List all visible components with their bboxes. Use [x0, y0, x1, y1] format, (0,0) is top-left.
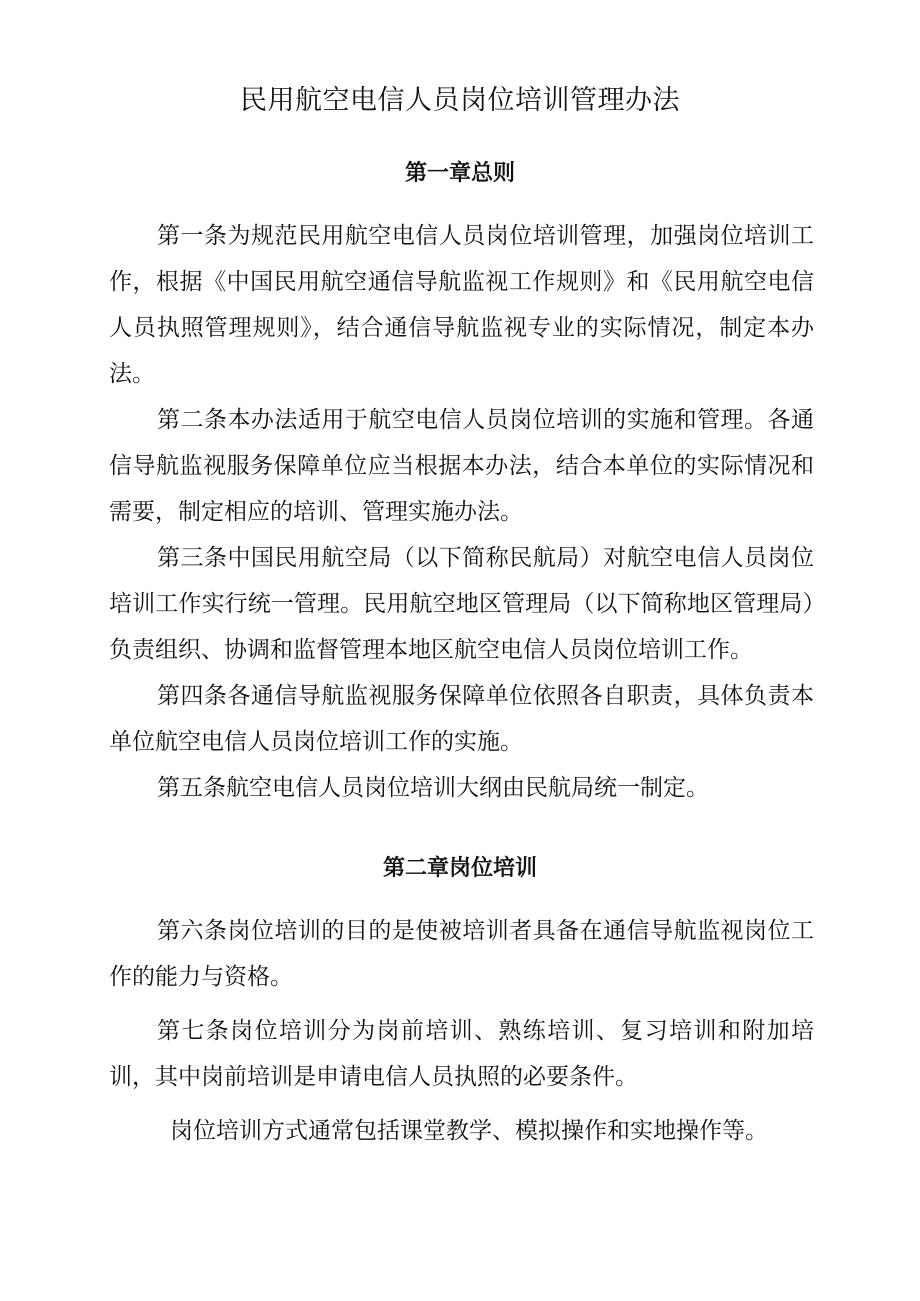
article-1: 第一条为规范民用航空电信人员岗位培训管理，加强岗位培训工作，根据《中国民用航空通信导航监视工作规则》和《民用航空电信人员执照管理规则》，结合通信导航监视专业的实际情况，制定本办法。	[109, 223, 814, 387]
training-methods-paragraph: 岗位培训方式通常包括课堂教学、模拟操作和实地操作等。	[170, 1118, 768, 1144]
chapter-2-heading: 第二章岗位培训	[382, 856, 537, 881]
article-6: 第六条岗位培训的目的是使被培训者具备在通信导航监视岗位工作的能力与资格。	[109, 918, 814, 990]
article-4: 第四条各通信导航监视服务保障单位依照各自职责，具体负责本单位航空电信人员岗位培训工作的实施。	[109, 683, 814, 755]
article-5: 第五条航空电信人员岗位培训大纲由民航局统一制定。	[157, 775, 709, 801]
document-title: 民用航空电信人员岗位培训管理办法	[240, 85, 680, 116]
article-7: 第七条岗位培训分为岗前培训、熟练培训、复习培训和附加培训，其中岗前培训是申请电信人员执照的必要条件。	[109, 1018, 814, 1090]
article-2: 第二条本办法适用于航空电信人员岗位培训的实施和管理。各通信导航监视服务保障单位应当根据本办法，结合本单位的实际情况和需要，制定相应的培训、管理实施办法。	[109, 407, 814, 525]
article-3: 第三条中国民用航空局（以下简称民航局）对航空电信人员岗位培训工作实行统一管理。民用航空地区管理局（以下简称地区管理局）负责组织、协调和监督管理本地区航空电信人员岗位培训工作。	[109, 545, 814, 663]
chapter-1-heading: 第一章总则	[404, 161, 515, 186]
